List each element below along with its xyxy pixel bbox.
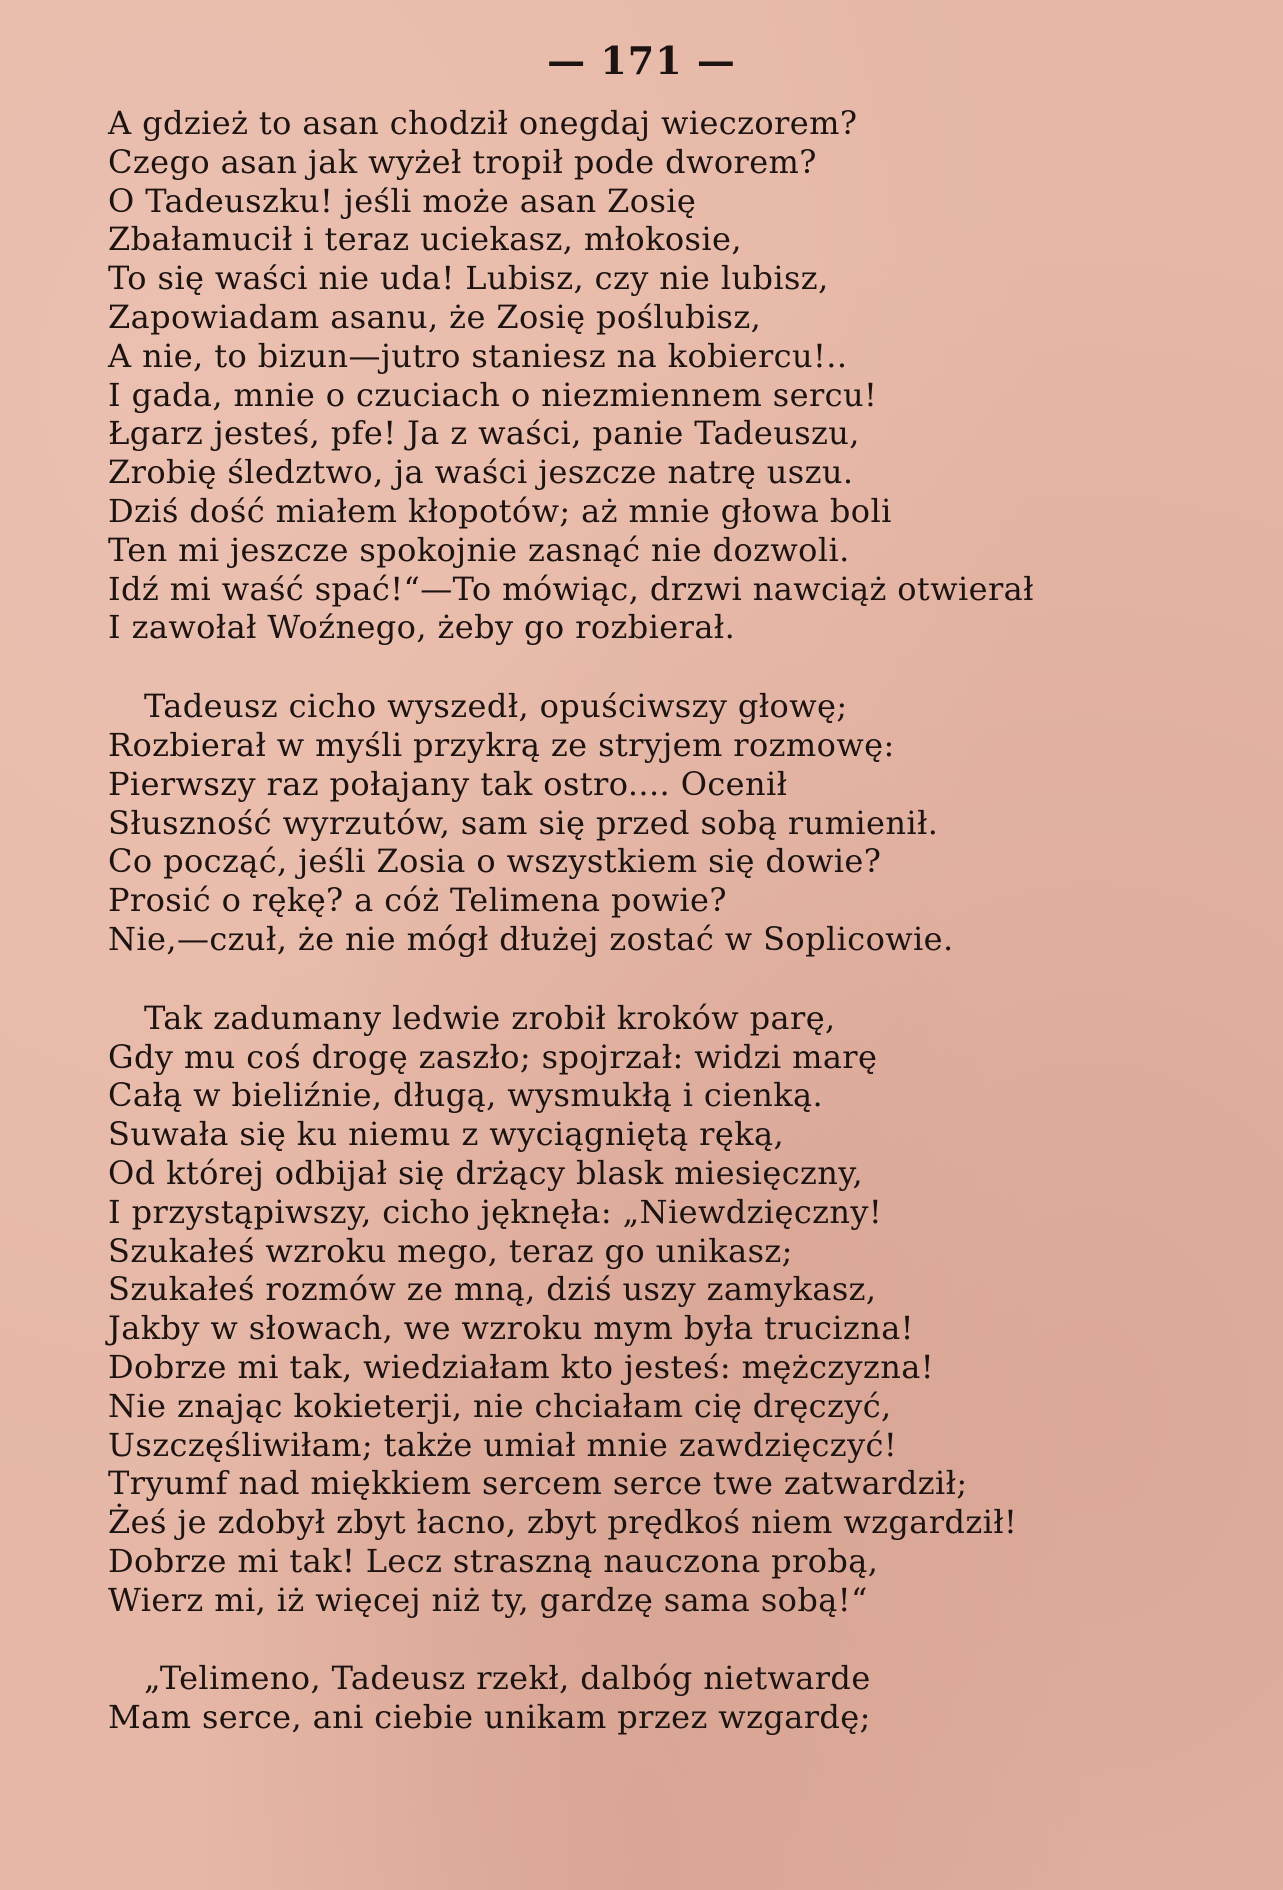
stanza-3	[108, 999, 1168, 1620]
verse-line: Zrobię śledztwo, ja waści jeszcze natrę uszu.	[108, 453, 854, 492]
verse-line: Rozbierał w myśli przykrą ze stryjem rozmowę:	[108, 725, 895, 764]
verse-line: Ten mi jeszcze spokojnie zasnąć nie dozwoli.	[108, 530, 850, 569]
stanza-4	[108, 1659, 1168, 1737]
verse-line: Tryumf nad miękkiem sercem serce twe zatwardził;	[108, 1464, 968, 1503]
verse-line: A nie, to bizun—jutro staniesz na kobiercu!..	[108, 336, 848, 375]
verse-line: Łgarz jesteś, pfe! Ja z waści, panie Tadeuszu,	[108, 414, 860, 453]
verse-line: Od której odbijał się drżący blask miesięczny,	[108, 1153, 864, 1192]
verse-line: Słuszność wyrzutów, sam się przed sobą rumienił.	[108, 803, 939, 842]
verse-line: To się waści nie uda! Lubisz, czy nie lubisz,	[108, 259, 829, 298]
verse-line: I zawołał Woźnego, żeby go rozbierał.	[108, 608, 736, 647]
verse-line: Pierwszy raz połajany tak ostro.... Ocenił	[108, 764, 788, 803]
verse-line: I przystąpiwszy, cicho jęknęła: „Niewdzięczny!	[108, 1192, 883, 1231]
verse-line: Suwała się ku niemu z wyciągniętą ręką,	[108, 1115, 785, 1154]
verse-line: Uszczęśliwiłam; także umiał mnie zawdzięczyć!	[108, 1425, 898, 1464]
verse-line: A gdzież to asan chodził onegdaj wieczorem?	[108, 104, 858, 142]
verse-line: Żeś je zdobył zbyt łacno, zbyt prędkoś niem wzgardził!	[108, 1503, 1018, 1542]
verse-line: Dobrze mi tak! Lecz straszną nauczona probą,	[108, 1541, 879, 1580]
verse-line: Mam serce, ani ciebie unikam przez wzgardę;	[108, 1698, 871, 1737]
verse-line: Czego asan jak wyżeł tropił pode dworem?	[108, 142, 817, 181]
verse-line: Wierz mi, iż więcej niż ty, gardzę sama sobą!“	[108, 1580, 868, 1619]
verse-line: Zapowiadam asanu, że Zosię poślubisz,	[108, 297, 762, 336]
page-number: — 171 —	[547, 38, 736, 83]
verse-line: Tadeusz cicho wyszedł, opuściwszy głowę;	[144, 687, 848, 726]
verse-line: Dobrze mi tak, wiedziałam kto jesteś: mężczyzna!	[108, 1347, 935, 1386]
verse-line: „Telimeno, Tadeusz rzekł, dalbóg nietwarde	[144, 1659, 871, 1698]
verse-line: Szukałeś wzroku mego, teraz go unikasz;	[108, 1231, 793, 1270]
verse-line: Tak zadumany ledwie zrobił kroków parę,	[144, 998, 836, 1037]
verse-line: Nie,—czuł, że nie mógł dłużej zostać w Soplicowie.	[108, 919, 954, 958]
verse-line: Szukałeś rozmów ze mną, dziś uszy zamykasz,	[108, 1270, 877, 1309]
verse-line: Dziś dość miałem kłopotów; aż mnie głowa boli	[108, 491, 892, 530]
verse-line: Prosić o rękę? a cóż Telimena powie?	[108, 881, 727, 920]
verse-line: Co począć, jeśli Zosia o wszystkiem się dowie?	[108, 842, 882, 881]
poem-text	[108, 104, 1168, 1737]
verse-line: O Tadeuszku! jeśli może asan Zosię	[108, 181, 697, 220]
stanza-2	[108, 687, 1168, 959]
verse-line: Zbałamucił i teraz uciekasz, młokosie,	[108, 220, 742, 259]
verse-line: Całą w bieliźnie, długą, wysmukłą i cienką.	[108, 1076, 824, 1115]
verse-line: I gada, mnie o czuciach o niezmiennem sercu!	[108, 375, 878, 414]
verse-line: Nie znając kokieterji, nie chciałam cię dręczyć,	[108, 1386, 892, 1425]
verse-line: Gdy mu coś drogę zaszło; spojrzał: widzi marę	[108, 1037, 878, 1076]
stanza-1	[108, 104, 1168, 647]
verse-line: Jakby w słowach, we wzroku mym była trucizna!	[108, 1309, 914, 1348]
verse-line: Idź mi waść spać!“—To mówiąc, drzwi nawciąż otwierał	[108, 569, 1034, 608]
